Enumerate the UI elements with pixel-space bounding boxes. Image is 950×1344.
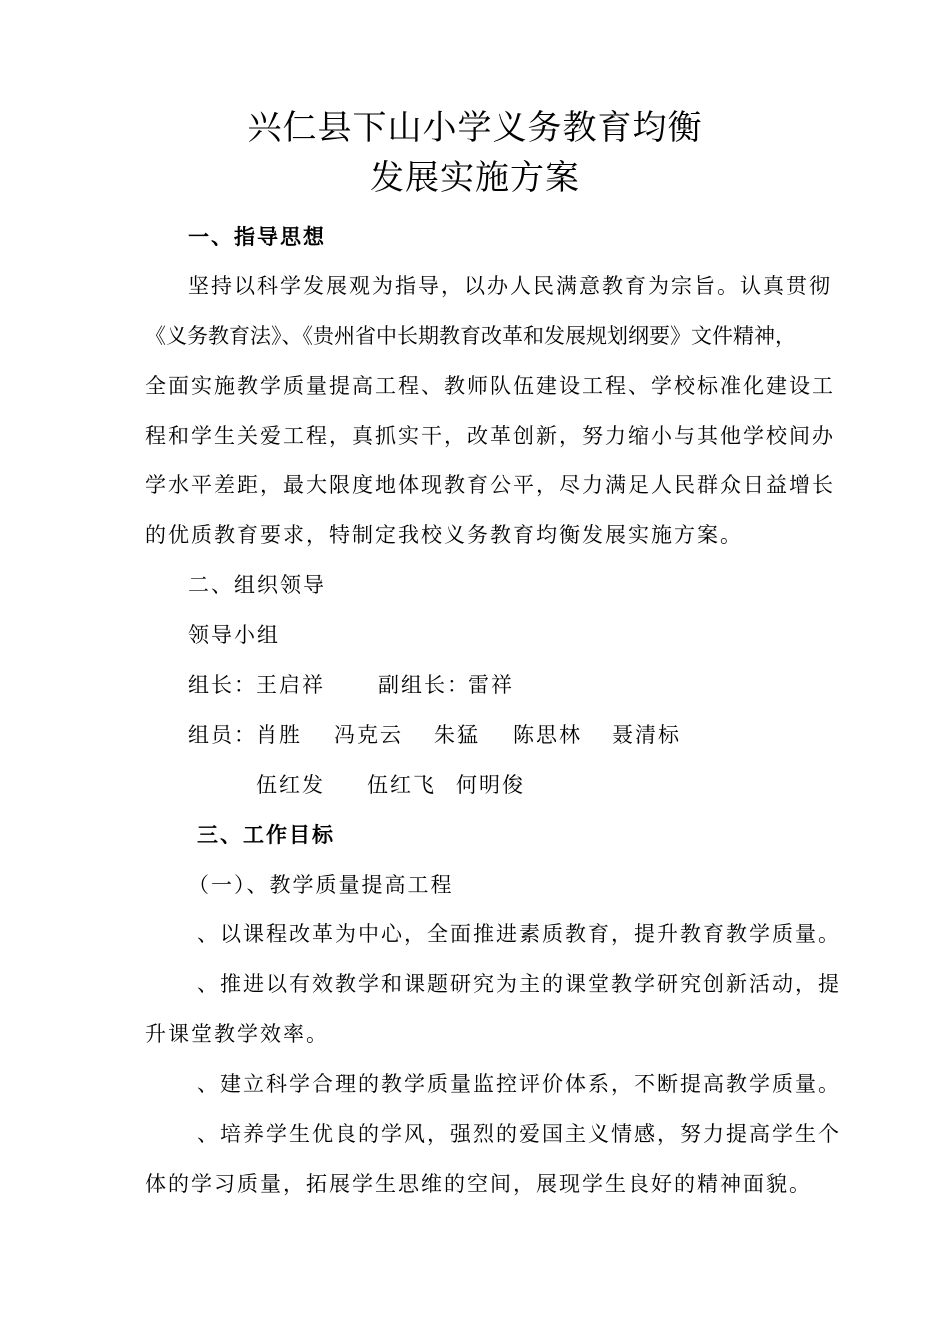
group-label: 领导小组 (188, 623, 280, 647)
vice-leader-name: 雷祥 (468, 673, 514, 697)
goal-item-line: 、以课程改革为中心，全面推进素质教育，提升教育教学质量。 (197, 922, 841, 946)
document-title-line1: 兴仁县下山小学义务教育均衡 (247, 108, 703, 148)
para1-line4: 程和学生关爱工程，真抓实干，改革创新，努力缩小与其他学校间办 (145, 424, 835, 448)
goal-item-line: 升课堂教学效率。 (145, 1022, 329, 1046)
para1-line2: 《义务教育法》、《贵州省中长期教育改革和发展规划纲要》文件精神， (145, 324, 796, 348)
para1-line3: 全面实施教学质量提高工程、教师队伍建设工程、学校标准化建设工 (145, 374, 835, 398)
para1-line6: 的优质教育要求，特制定我校义务教育均衡发展实施方案。 (145, 523, 743, 547)
member-name: 冯克云 (334, 723, 403, 747)
member-name: 何明俊 (456, 773, 525, 797)
members-label: 组员： (188, 723, 257, 747)
goal-item-line: 、推进以有效教学和课题研究为主的课堂教学研究创新活动，提 (197, 972, 841, 996)
document-title-line2: 发展实施方案 (370, 158, 580, 198)
vice-leader-label: 副组长： (378, 673, 470, 697)
goal-item-line: 、培养学生优良的学风，强烈的爱国主义情感，努力提高学生个 (197, 1122, 841, 1146)
member-name: 聂清标 (612, 723, 681, 747)
section1-heading: 一、指导思想 (188, 224, 326, 249)
member-name: 伍红发 (256, 773, 325, 797)
subsection1-heading: （一）、教学质量提高工程 (188, 873, 454, 897)
member-name: 伍红飞 (367, 773, 436, 797)
para1-line1: 坚持以科学发展观为指导，以办人民满意教育为宗旨。认真贯彻 (188, 274, 832, 298)
section2-heading: 二、组织领导 (188, 573, 326, 597)
para1-line5: 学水平差距，最大限度地体现教育公平，尽力满足人民群众日益增长 (145, 473, 835, 497)
leader-name: 王启祥 (256, 673, 325, 697)
member-name: 肖胜 (256, 723, 302, 747)
member-name: 朱猛 (434, 723, 480, 747)
leader-label: 组长： (188, 673, 257, 697)
goal-item-line: 体的学习质量，拓展学生思维的空间，展现学生良好的精神面貌。 (145, 1172, 812, 1196)
section3-heading: 三、工作目标 (197, 822, 335, 847)
goal-item-line: 、建立科学合理的教学质量监控评价体系，不断提高教学质量。 (197, 1072, 841, 1096)
member-name: 陈思林 (513, 723, 582, 747)
